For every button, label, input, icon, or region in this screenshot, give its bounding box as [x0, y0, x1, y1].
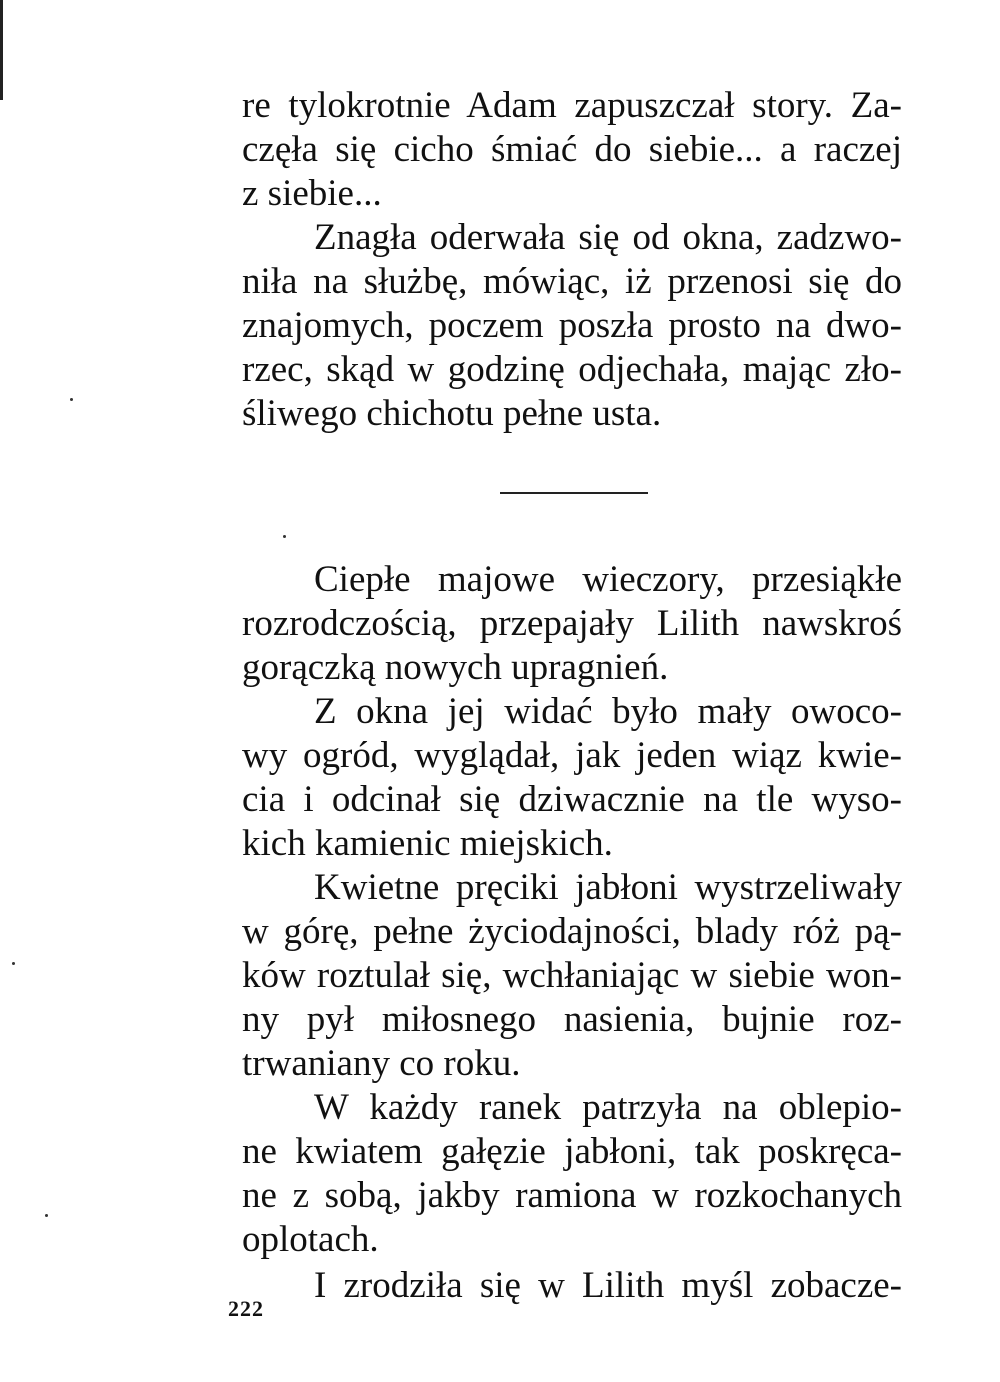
scan-speck — [70, 398, 73, 401]
text-line: ne z sobą, jakby ramiona w rozkochanych — [242, 1175, 902, 1216]
text-line: w górę, pełne życiodajności, blady róż pą‑ — [242, 911, 902, 952]
text-line: rozrodczością, przepajały Lilith nawskroś — [242, 603, 902, 644]
text-line: gorączką nowych upragnień. — [242, 647, 669, 688]
text-line: niła na służbę, mówiąc, iż przenosi się do — [242, 261, 902, 302]
text-line: ne kwiatem gałęzie jabłoni, tak poskręca‑ — [242, 1131, 902, 1172]
text-line: kich kamienic miejskich. — [242, 823, 613, 864]
scan-speck — [45, 1214, 48, 1217]
scan-speck — [283, 535, 286, 538]
text-line: re tylokrotnie Adam zapuszczał story. Za‑ — [242, 85, 902, 126]
text-line: W każdy ranek patrzyła na oblepio‑ — [314, 1087, 902, 1128]
text-line: oplotach. — [242, 1219, 379, 1260]
text-line: Znagła oderwała się od okna, zadzwo‑ — [314, 217, 902, 258]
text-line: trwaniany co roku. — [242, 1043, 521, 1084]
scan-edge — [0, 0, 3, 100]
text-line: częła się cicho śmiać do siebie... a raczej — [242, 129, 902, 170]
text-line: ny pył miłosnego nasienia, bujnie roz‑ — [242, 999, 902, 1040]
text-line: znajomych, poczem poszła prosto na dwo‑ — [242, 305, 902, 346]
text-line: wy ogród, wyglądał, jak jeden wiąz kwie‑ — [242, 735, 902, 776]
text-line: ków roztulał się, wchłaniając w siebie won‑ — [242, 955, 902, 996]
text-line: I zrodziła się w Lilith myśl zobacze‑ — [314, 1265, 902, 1306]
scan-speck — [12, 962, 15, 965]
text-line: rzec, skąd w godzinę odjechała, mając zło‑ — [242, 349, 902, 390]
text-line: Ciepłe majowe wieczory, przesiąkłe — [314, 559, 902, 600]
page-number: 222 — [228, 1296, 264, 1321]
text-line: cia i odcinał się dziwacznie na tle wyso‑ — [242, 779, 902, 820]
text-line: śliwego chichotu pełne usta. — [242, 393, 662, 434]
text-line: Kwietne pręciki jabłoni wystrzeliwały — [314, 867, 902, 908]
section-divider — [500, 492, 648, 494]
text-line: Z okna jej widać było mały owoco‑ — [314, 691, 902, 732]
text-line: z siebie... — [242, 173, 382, 214]
